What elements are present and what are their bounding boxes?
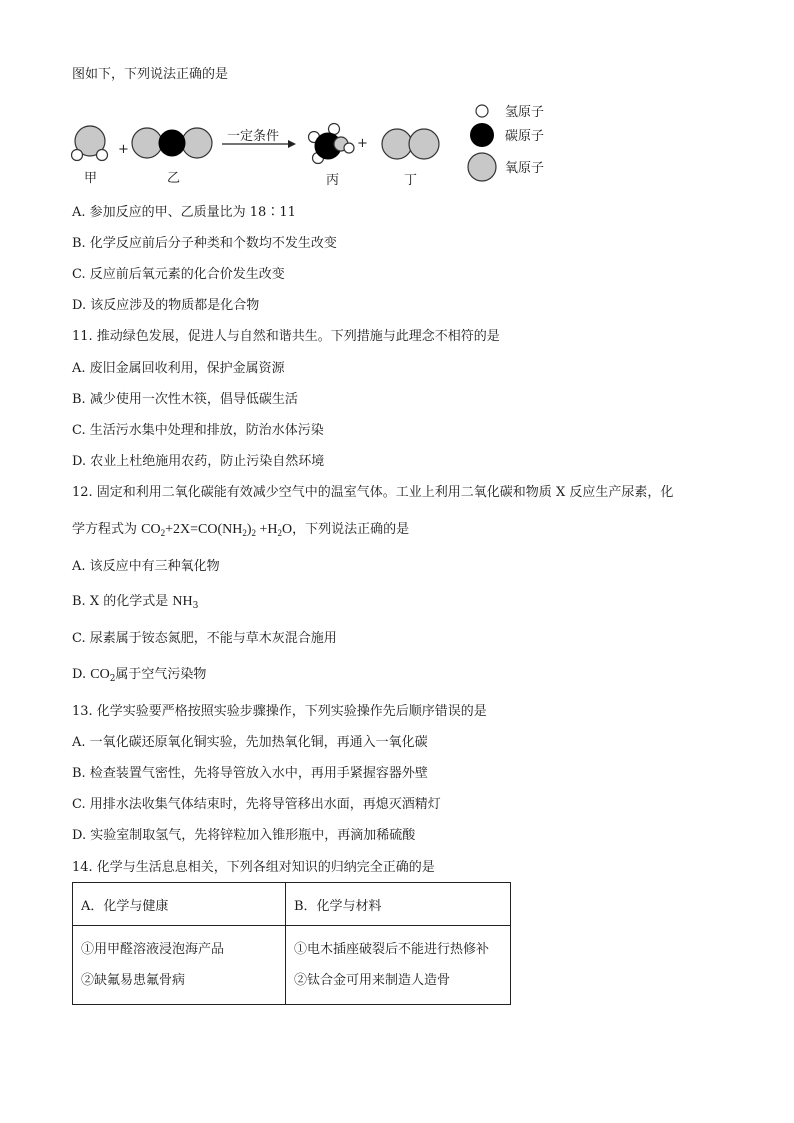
- q13-option-b: B. 检查装置气密性，先将导管放入水中，再用手紧握容器外壁: [72, 766, 428, 781]
- label-ding: 丁: [404, 173, 418, 188]
- q11-option-d: D. 农业上杜绝施用农药，防止污染自然环境: [72, 454, 325, 469]
- q13-option-a: A. 一氧化碳还原氧化铜实验，先加热氧化铜，再通入一氧化碳: [72, 735, 428, 750]
- eq-subscript: 2: [160, 528, 166, 538]
- q13-option-c: C. 用排水法收集气体结束时，先将导管移出水面，再熄灭酒精灯: [72, 797, 441, 812]
- plus-sign: +: [118, 142, 129, 157]
- option-text: B. X 的化学式是: [72, 594, 173, 609]
- chemical-equation: [141, 522, 292, 537]
- table-row: [73, 883, 511, 926]
- table-header-b: B．化学与材料: [286, 883, 511, 926]
- eq-subscript: 2: [277, 528, 283, 538]
- q13-option-d: D. 实验室制取氢气，先将锌粒加入锥形瓶中，再滴加稀硫酸: [72, 828, 416, 843]
- formula: NH: [172, 594, 193, 609]
- formula-subscript: 3: [192, 601, 199, 611]
- q10-option-d: D. 该反应涉及的物质都是化合物: [72, 298, 260, 313]
- q12-stem-line2: [72, 521, 409, 542]
- q11-option-b: B. 减少使用一次性木筷，倡导低碳生活: [72, 392, 298, 407]
- q12-option-d: [72, 666, 206, 688]
- table-row: [73, 926, 511, 1005]
- formula-subscript: 2: [109, 674, 116, 684]
- q12-option-b: [72, 593, 198, 615]
- q12-stem-text: 学方程式为: [72, 522, 142, 537]
- label-yi: 乙: [167, 171, 181, 186]
- list-item: ①电木插座破裂后不能进行热修补: [294, 942, 490, 957]
- q12-stem-line1: 12. 固定和利用二氧化碳能有效减少空气中的温室气体。工业上利用二氧化碳和物质 X 反应生产尿素，化: [72, 485, 674, 500]
- q14-stem: 14. 化学与生活息息相关，下列各组对知识的归纳完全正确的是: [72, 860, 435, 875]
- q12-stem-text: ，下列说法正确的是: [292, 522, 410, 537]
- eq-subscript: 2: [251, 528, 256, 538]
- question-intro: 图如下，下列说法正确的是: [72, 67, 229, 82]
- plus-sign: +: [357, 136, 368, 151]
- formula: CO: [90, 667, 110, 682]
- q12-option-c: C. 尿素属于铵态氮肥，不能与草木灰混合施用: [72, 631, 337, 646]
- q11-stem: 11. 推动绿色发展，促进人与自然和谐共生。下列措施与此理念不相符的是: [72, 329, 500, 344]
- legend: [468, 105, 496, 181]
- list-item: ②钛合金可用来制造人造骨: [294, 973, 451, 988]
- label-jia: 甲: [84, 171, 98, 186]
- q12-option-a: A. 该反应中有三种氧化物: [72, 559, 220, 574]
- q10-option-a: A. 参加反应的甲、乙质量比为 18∶11: [72, 205, 296, 220]
- molecule-jia: [72, 126, 108, 161]
- q13-stem: 13. 化学实验要严格按照实验步骤操作，下列实验操作先后顺序错误的是: [72, 704, 487, 719]
- option-text: 属于空气污染物: [115, 667, 207, 682]
- molecule-bing: [309, 124, 355, 164]
- list-item: ①用甲醛溶液浸泡海产品: [81, 942, 225, 957]
- legend-hydrogen: 氢原子: [505, 105, 545, 120]
- table-header-a: A．化学与健康: [73, 883, 286, 926]
- molecule-ding: [382, 129, 439, 159]
- option-text: D.: [72, 667, 91, 682]
- table-cell-a: [73, 926, 286, 1005]
- reaction-condition: 一定条件: [227, 129, 280, 144]
- reaction-diagram: [60, 96, 580, 196]
- legend-carbon: 碳原子: [505, 129, 545, 144]
- eq-part: +H: [256, 522, 278, 537]
- eq-part: ): [246, 522, 252, 537]
- legend-oxygen: 氧原子: [505, 161, 545, 176]
- knowledge-table: [72, 882, 511, 1005]
- eq-part: CO: [141, 522, 161, 537]
- eq-subscript: 2: [242, 528, 247, 538]
- q10-option-c: C. 反应前后氧元素的化合价发生改变: [72, 267, 285, 282]
- table-cell-b: [286, 926, 511, 1005]
- eq-part: O: [282, 522, 293, 537]
- molecule-yi: [132, 128, 212, 158]
- molecule-diagram: [60, 96, 580, 196]
- q10-option-b: B. 化学反应前后分子种类和个数均不发生改变: [72, 236, 337, 251]
- eq-part: +2X=CO(NH: [165, 522, 243, 537]
- label-bing: 丙: [326, 173, 340, 188]
- q11-option-c: C. 生活污水集中处理和排放，防治水体污染: [72, 423, 324, 438]
- list-item: ②缺氟易患氟骨病: [81, 973, 186, 988]
- q11-option-a: A. 废旧金属回收利用，保护金属资源: [72, 361, 285, 376]
